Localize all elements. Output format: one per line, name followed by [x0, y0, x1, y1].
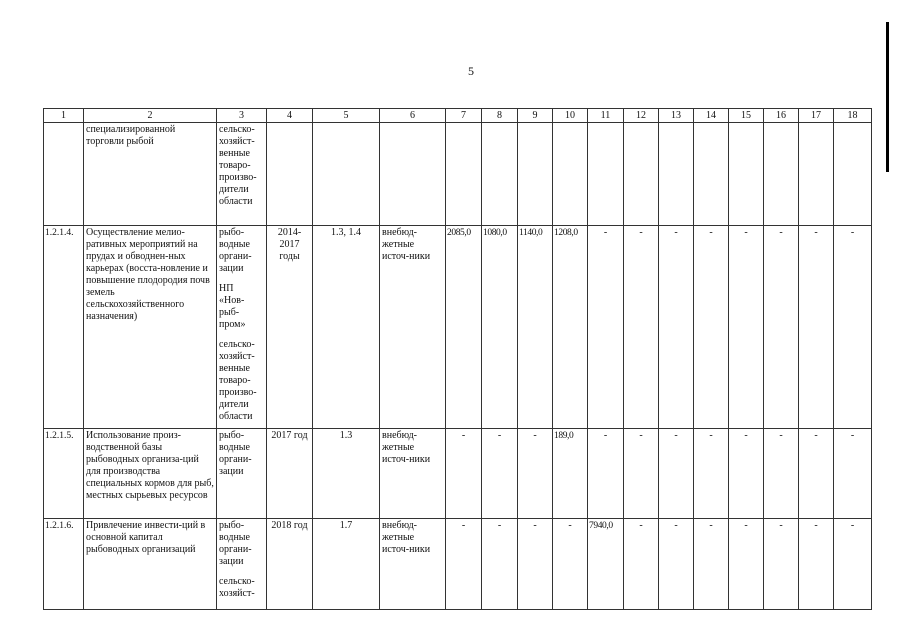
- executor-line: рыбо-: [219, 430, 245, 441]
- column-number-14: 14: [694, 109, 729, 123]
- funding-value: -: [764, 519, 799, 610]
- margin-bar: [886, 22, 889, 172]
- executor-line: рыбо-: [219, 520, 245, 531]
- funding-value: -: [482, 429, 518, 519]
- column-number-6: 6: [380, 109, 446, 123]
- executor-line: водные: [219, 532, 250, 543]
- column-number-18: 18: [834, 109, 872, 123]
- item-number: 1.2.1.6.: [44, 519, 84, 610]
- executors: [217, 429, 267, 519]
- executor-line: «Нов-: [219, 295, 245, 306]
- column-number-15: 15: [729, 109, 764, 123]
- funding-value: -: [834, 429, 872, 519]
- funding-value: [588, 123, 624, 226]
- funding-value: -: [588, 226, 624, 429]
- executor-line: органи-: [219, 251, 252, 262]
- executor-line: хозяйст-: [219, 588, 255, 599]
- item-number: 1.2.1.4.: [44, 226, 84, 429]
- executor-group: [219, 283, 264, 331]
- column-number-12: 12: [624, 109, 659, 123]
- funding-value: [446, 123, 482, 226]
- table-row: [44, 519, 872, 610]
- funding-value: [482, 123, 518, 226]
- executor-group: [219, 520, 264, 568]
- column-number-8: 8: [482, 109, 518, 123]
- executor-line: рыбо-: [219, 227, 245, 238]
- executor-line: органи-: [219, 544, 252, 555]
- funding-value: 1080,0: [482, 226, 518, 429]
- funding-value: 1208,0: [553, 226, 588, 429]
- column-number-16: 16: [764, 109, 799, 123]
- executors: [217, 519, 267, 610]
- implementation-period: 2014-2017 годы: [267, 226, 313, 429]
- funding-value: [729, 123, 764, 226]
- table-row: [44, 226, 872, 429]
- funding-value: [624, 123, 659, 226]
- funding-source: внебюд-жетные источ-ники: [380, 226, 446, 429]
- funding-value: -: [553, 519, 588, 610]
- executor-line: произво-: [219, 387, 257, 398]
- funding-value: -: [659, 429, 694, 519]
- executor-line: зации: [219, 466, 244, 477]
- funding-value: -: [764, 226, 799, 429]
- column-number-5: 5: [313, 109, 380, 123]
- funding-value: -: [799, 429, 834, 519]
- funding-value: -: [518, 429, 553, 519]
- column-number-1: 1: [44, 109, 84, 123]
- executor-line: венные: [219, 148, 250, 159]
- executor-line: зации: [219, 556, 244, 567]
- funding-value: 1140,0: [518, 226, 553, 429]
- executor-line: сельско-: [219, 576, 255, 587]
- funding-value: -: [659, 226, 694, 429]
- funding-value: -: [588, 429, 624, 519]
- executor-line: зации: [219, 263, 244, 274]
- implementation-period: 2017 год: [267, 429, 313, 519]
- program-table: [43, 108, 872, 610]
- executor-line: сельско-: [219, 124, 255, 135]
- funding-value: [553, 123, 588, 226]
- column-number-9: 9: [518, 109, 553, 123]
- executor-group: [219, 227, 264, 275]
- column-number-11: 11: [588, 109, 624, 123]
- funding-value: -: [764, 429, 799, 519]
- executors: [217, 226, 267, 429]
- executor-line: водные: [219, 239, 250, 250]
- column-number-4: 4: [267, 109, 313, 123]
- column-number-7: 7: [446, 109, 482, 123]
- executor-line: венные: [219, 363, 250, 374]
- executor-line: области: [219, 196, 253, 207]
- funding-value: [834, 123, 872, 226]
- funding-source: внебюд-жетные источ-ники: [380, 429, 446, 519]
- column-number-13: 13: [659, 109, 694, 123]
- executor-line: товаро-: [219, 160, 251, 171]
- executor-line: хозяйст-: [219, 136, 255, 147]
- funding-value: [518, 123, 553, 226]
- funding-value: [799, 123, 834, 226]
- column-number-row: [44, 109, 872, 123]
- table-row: [44, 429, 872, 519]
- executor-group: [219, 430, 264, 478]
- column-number-10: 10: [553, 109, 588, 123]
- funding-value: -: [518, 519, 553, 610]
- executor-line: НП: [219, 283, 234, 294]
- executor-line: сельско-: [219, 339, 255, 350]
- measure-name: Осуществление мелио-ративных мероприятий на прудах и обводнен-ных карьерах (восста-новление и повышение плодородия почв земель сельскохозяйственного назначения): [84, 226, 217, 429]
- funding-value: 7940,0: [588, 519, 624, 610]
- funding-source: внебюд-жетные источ-ники: [380, 519, 446, 610]
- funding-value: -: [729, 519, 764, 610]
- executor-line: органи-: [219, 454, 252, 465]
- page-number: 5: [468, 64, 474, 78]
- funding-value: -: [624, 226, 659, 429]
- funding-value: [659, 123, 694, 226]
- column-number-17: 17: [799, 109, 834, 123]
- column-number-3: 3: [217, 109, 267, 123]
- item-number: 1.2.1.5.: [44, 429, 84, 519]
- funding-value: -: [694, 226, 729, 429]
- executor-line: дители: [219, 399, 249, 410]
- funding-value: -: [694, 429, 729, 519]
- target-indicators: [313, 123, 380, 226]
- funding-value: -: [799, 226, 834, 429]
- funding-value: -: [729, 226, 764, 429]
- executor-line: произво-: [219, 172, 257, 183]
- executor-group: [219, 124, 264, 208]
- executor-group: [219, 339, 264, 423]
- executor-line: пром»: [219, 319, 246, 330]
- table-row: [44, 123, 872, 226]
- target-indicators: 1.7: [313, 519, 380, 610]
- implementation-period: [267, 123, 313, 226]
- funding-source: [380, 123, 446, 226]
- measure-name: Использование произ-водственной базы рыбоводных организа-ций для производства специальных кормов для рыб, местных сырьевых ресурсов: [84, 429, 217, 519]
- funding-value: -: [624, 429, 659, 519]
- funding-value: -: [694, 519, 729, 610]
- executor-line: товаро-: [219, 375, 251, 386]
- target-indicators: 1.3, 1.4: [313, 226, 380, 429]
- funding-value: -: [729, 429, 764, 519]
- executor-line: дители: [219, 184, 249, 195]
- funding-value: -: [834, 519, 872, 610]
- funding-value: [694, 123, 729, 226]
- executor-line: области: [219, 411, 253, 422]
- executor-line: хозяйст-: [219, 351, 255, 362]
- funding-value: -: [482, 519, 518, 610]
- implementation-period: 2018 год: [267, 519, 313, 610]
- funding-value: -: [659, 519, 694, 610]
- measure-name: Привлечение инвести-ций в основной капитал рыбоводных организаций: [84, 519, 217, 610]
- executor-line: рыб-: [219, 307, 240, 318]
- funding-value: -: [834, 226, 872, 429]
- column-number-2: 2: [84, 109, 217, 123]
- executor-group: [219, 576, 264, 600]
- executor-line: водные: [219, 442, 250, 453]
- funding-value: -: [799, 519, 834, 610]
- funding-value: -: [446, 519, 482, 610]
- measure-name: специализированной торговли рыбой: [84, 123, 217, 226]
- funding-value: -: [446, 429, 482, 519]
- funding-value: -: [624, 519, 659, 610]
- item-number: [44, 123, 84, 226]
- funding-value: 2085,0: [446, 226, 482, 429]
- target-indicators: 1.3: [313, 429, 380, 519]
- funding-value: [764, 123, 799, 226]
- executors: [217, 123, 267, 226]
- funding-value: 189,0: [553, 429, 588, 519]
